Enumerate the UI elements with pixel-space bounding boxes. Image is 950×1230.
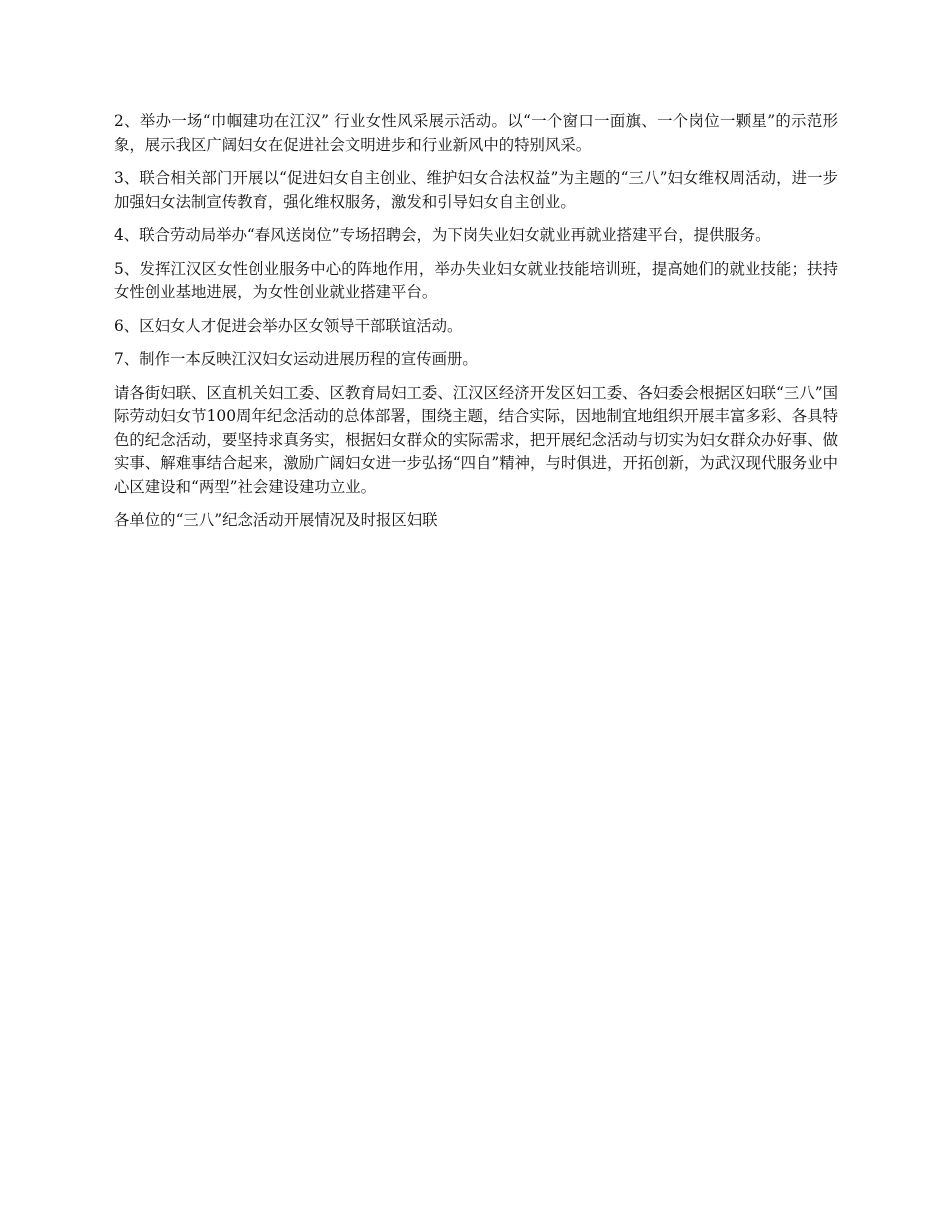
list-item-7: 7、制作一本反映江汉妇女运动进展历程的宣传画册。 (114, 350, 478, 368)
notice-paragraph: 请各街妇联、区直机关妇工委、区教育局妇工委、江汉区经济开发区妇工委、各妇委会根据区妇联“三八”国际劳动妇女节100周年纪念活动的总体部署，围绕主题，结合实际，因地制宜地组织开展丰富多彩、各具特色的纪念活动，要坚持求真务实，根据妇女群众的实际需求，把开展纪念活动与切实为妇女群众办好事、做实事、解难事结合起来，激励广阔妇女进一步弘扬“四自”精神，与时俱进，开拓创新，为武汉现代服务业中心区建设和“两型”社会建设建功立业。 (114, 383, 838, 496)
list-item-3: 3、联合相关部门开展以“促进妇女自主创业、维护妇女合法权益”为主题的“三八”妇女维权周活动，进一步加强妇女法制宣传教育，强化维权服务，激发和引导妇女自主创业。 (114, 169, 838, 211)
list-item-4: 4、联合劳动局举办“春风送岗位”专场招聘会，为下岗失业妇女就业再就业搭建平台，提供服务。 (114, 226, 771, 244)
document-body (114, 110, 838, 543)
list-item-6: 6、区妇女人才促进会举办区女领导干部联谊活动。 (114, 316, 463, 335)
list-item-2: 2、举办一场“巾帼建功在江汉” 行业女性风采展示活动。以“一个窗口一面旗、一个岗位一颗星”的示范形象，展示我区广阔妇女在促进社会文明进步和行业新风中的特别风采。 (114, 112, 838, 154)
list-item-5: 5、发挥江汉区女性创业服务中心的阵地作用，举办失业妇女就业技能培训班，提高她们的就业技能；扶持女性创业基地进展，为女性创业就业搭建平台。 (114, 259, 838, 301)
closing-line: 各单位的“三八”纪念活动开展情况及时报区妇联 (114, 511, 438, 529)
